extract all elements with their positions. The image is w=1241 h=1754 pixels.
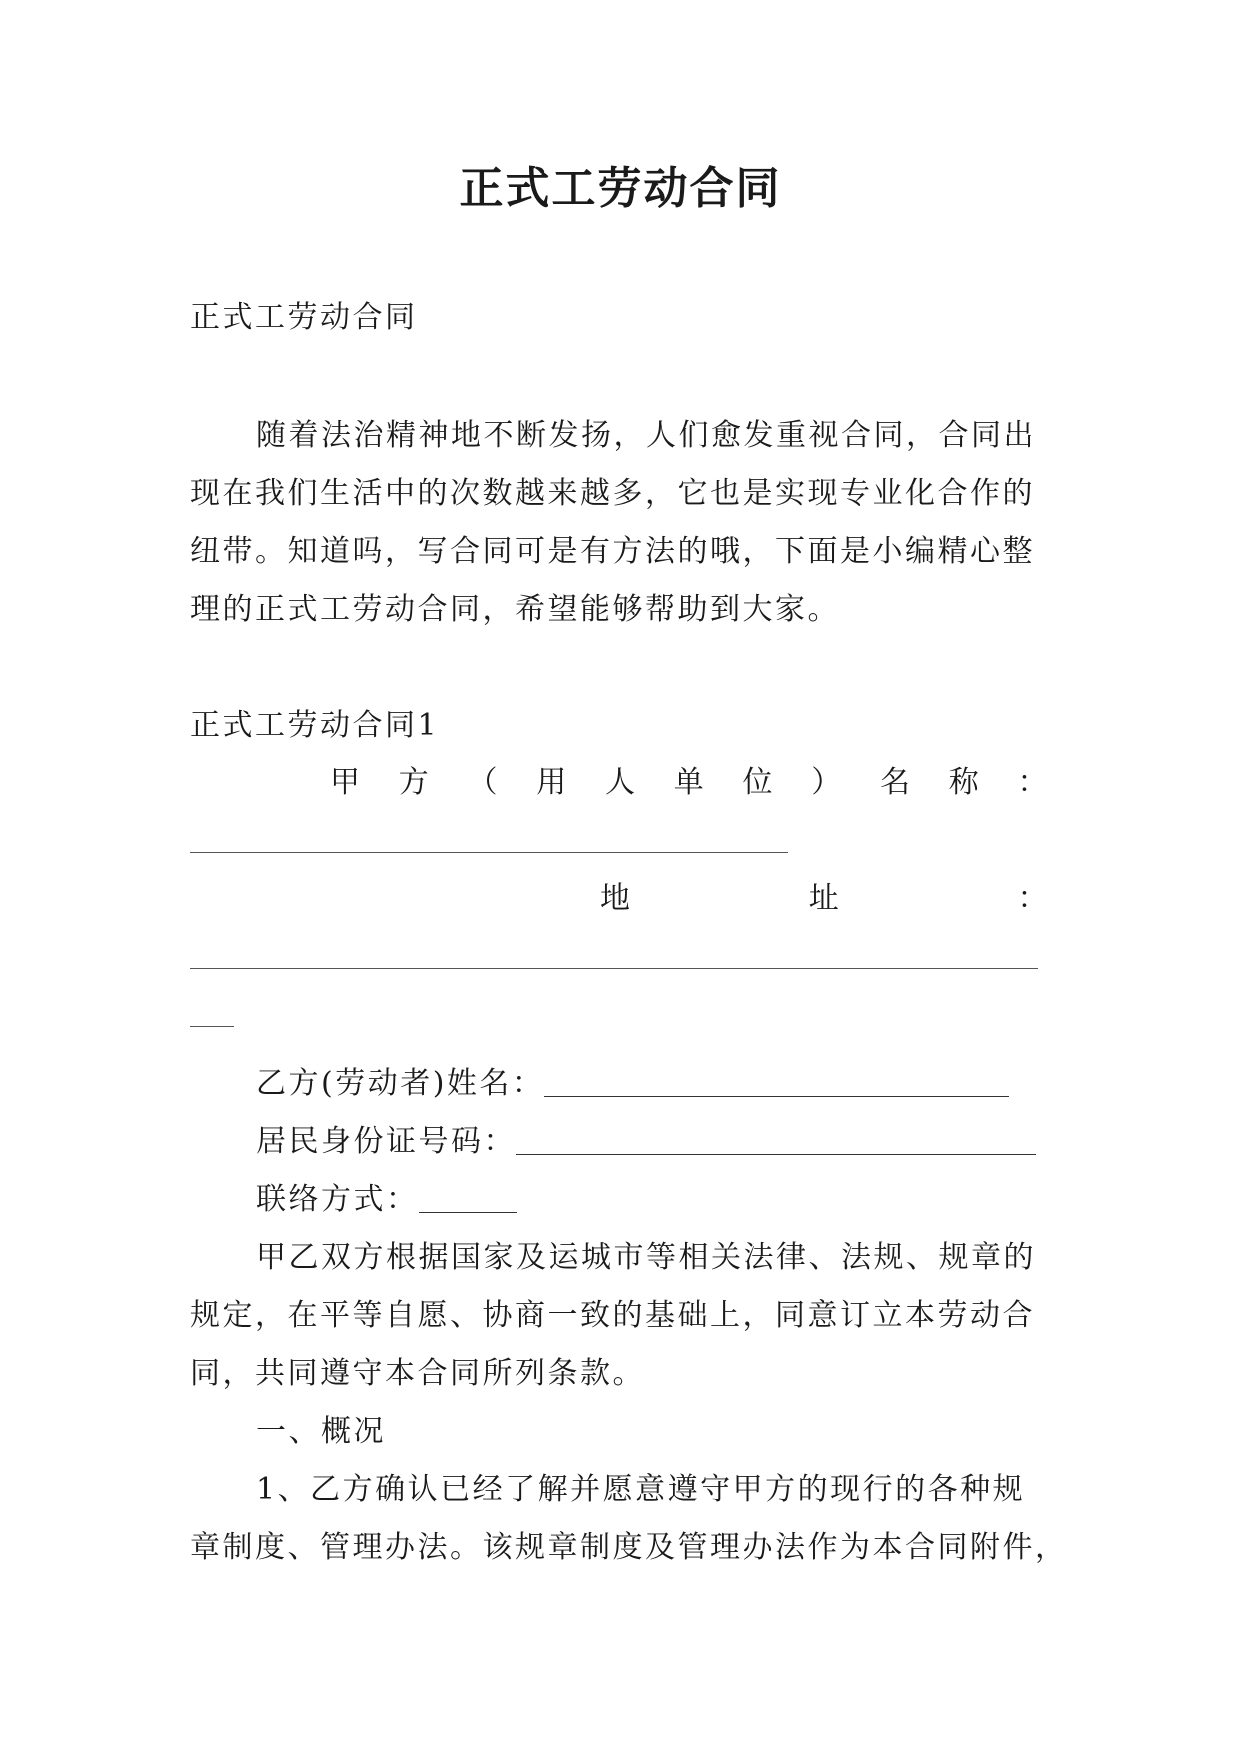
contact-label: 联络方式：: [256, 1182, 419, 1217]
intro-line: [190, 468, 1050, 512]
party-a-name-blank[interactable]: [190, 852, 788, 853]
id-number-label: 居民身份证号码：: [256, 1124, 516, 1159]
body-line: 同，共同遵守本合同所列条款。: [190, 1356, 645, 1391]
party-b-name-field[interactable]: [544, 1066, 1009, 1097]
intro-line: 理的正式工劳动合同，希望能够帮助到大家。: [190, 592, 840, 627]
party-a-char: ：: [1017, 765, 1050, 800]
party-a-char: 名: [880, 765, 913, 800]
document-subtitle: 正式工劳动合同: [190, 300, 418, 335]
address-label: [600, 873, 1050, 917]
address-char: 址: [808, 881, 842, 916]
party-a-char: 人: [605, 765, 638, 800]
party-a-label: [330, 757, 1050, 801]
party-b-name-row: [256, 1058, 1050, 1102]
party-a-char: 单: [673, 765, 707, 800]
section-one-heading: 一、概况: [256, 1414, 386, 1449]
address-char: 地: [600, 881, 633, 916]
intro-line: 纽带。知道吗，写合同可是有方法的哦，下面是小编精心整: [190, 534, 1035, 569]
address-char: ：: [1017, 881, 1050, 916]
address-blank[interactable]: [190, 968, 1038, 969]
clause-line: 1、乙方确认已经了解并愿意遵守甲方的现行的各种规: [256, 1472, 1026, 1507]
intro-text: 现在我们生活中的次数越来越多，它也是实现专业化合作的: [190, 476, 1035, 511]
address-blank-continued[interactable]: [190, 1026, 234, 1027]
party-a-char: （: [467, 765, 500, 800]
party-a-char: 甲: [330, 765, 363, 800]
body-line: 甲乙双方根据国家及运城市等相关法律、法规、规章的: [256, 1240, 1036, 1275]
id-number-row: [256, 1116, 1050, 1160]
clause-line: 章制度、管理办法。该规章制度及管理办法作为本合同附件，: [190, 1530, 1068, 1565]
party-a-char: 位: [742, 765, 775, 800]
contact-field[interactable]: [419, 1182, 517, 1213]
party-b-name-label: 乙方(劳动者)姓名：: [256, 1066, 545, 1101]
body-line: 规定，在平等自愿、协商一致的基础上，同意订立本劳动合: [190, 1298, 1035, 1333]
party-a-char: 称: [948, 765, 982, 800]
contact-row: [256, 1174, 1050, 1218]
party-a-char: 方: [398, 765, 432, 800]
party-a-char: ）: [811, 765, 844, 800]
document-title: 正式工劳动合同: [459, 163, 782, 214]
section-heading: 正式工劳动合同1: [190, 708, 440, 743]
party-a-char: 用: [536, 765, 569, 800]
intro-line: 随着法治精神地不断发扬，人们愈发重视合同，合同出: [256, 418, 1036, 453]
id-number-field[interactable]: [516, 1124, 1036, 1155]
